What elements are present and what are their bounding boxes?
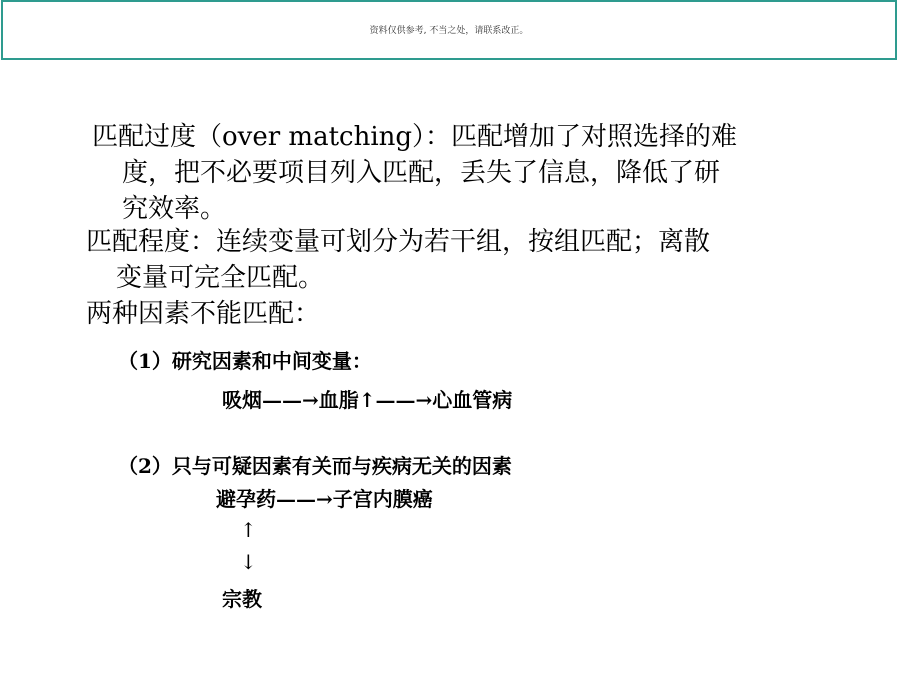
disclaimer-text: 资料仅供参考, 不当之处，请联系改正。 — [369, 25, 529, 36]
over-matching-line-3: 究效率。 — [122, 194, 227, 224]
arrow-up-icon: ↑ — [240, 518, 257, 542]
matching-degree-line-2: 变量可完全匹配。 — [116, 263, 325, 293]
over-matching-paragraph — [92, 119, 737, 227]
case-2-factor: 宗教 — [222, 587, 262, 611]
over-matching-line-1: 匹配过度（over matching）：匹配增加了对照选择的难 — [92, 122, 738, 152]
cannot-match-heading: 两种因素不能匹配： — [86, 299, 321, 329]
arrow-down-icon: ↓ — [240, 550, 257, 574]
case-1-title: （1）研究因素和中间变量： — [118, 349, 372, 373]
matching-degree-paragraph — [86, 224, 710, 296]
over-matching-line-2: 度，把不必要项目列入匹配，丢失了信息，降低了研 — [122, 158, 721, 188]
case-2-example: 避孕药——→子宫内膜癌 — [216, 487, 433, 511]
matching-degree-line-1: 匹配程度：连续变量可划分为若干组，按组匹配；离散 — [86, 227, 711, 257]
disclaimer-banner — [1, 0, 897, 60]
case-2-title: （2）只与可疑因素有关而与疾病无关的因素 — [118, 454, 512, 478]
case-1-example: 吸烟——→血脂↑——→心血管病 — [222, 388, 513, 412]
